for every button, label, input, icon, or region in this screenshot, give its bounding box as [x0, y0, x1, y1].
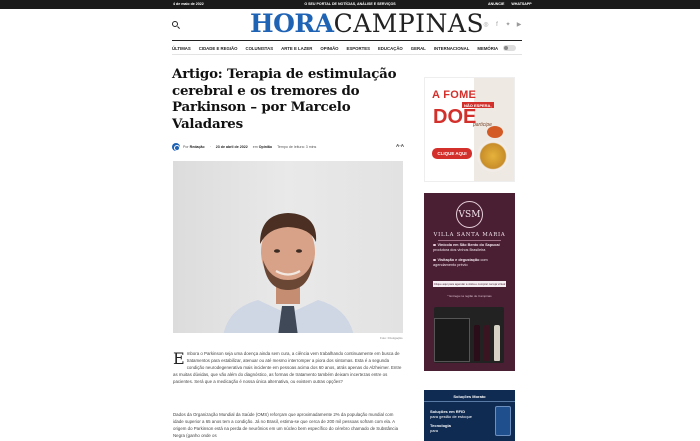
twitter-icon[interactable]: ✦	[505, 22, 511, 28]
article-paragraph-2: Dados da Organização Mundial da Saúde (OMS) reforçam que aproximadamente 2% da população mundial com idade superior a 65 anos tem a condição. Já no Brasil, estima-se que cerca de 200 mil pessoas sofram com ela. A origem do Parkinson está na perda de neurônios em um núcleo bem específico do cérebro chamado de Substância Negra (ganho onde os	[173, 412, 399, 438]
nav-item-memoria[interactable]: MEMÓRIA	[477, 45, 499, 51]
ad-fome-participe: participe	[473, 122, 492, 128]
morato-solution-1-bold: Soluções em RFID	[430, 409, 466, 414]
morato-solution-2-bold: Tecnologia	[430, 423, 451, 428]
nav-item-arte-e-lazer[interactable]: ARTE E LAZER	[281, 45, 313, 51]
villa-feature-2-rest: com agendamento prévio	[433, 258, 488, 267]
nav-item-cidade-e-regiao[interactable]: CIDADE E REGIÃO	[198, 45, 238, 51]
nav-bottom-rule	[172, 54, 522, 55]
wine-bottle-icon	[494, 325, 500, 361]
villa-box	[434, 318, 470, 362]
logo-hora: HORA	[250, 9, 334, 38]
article-paragraph-1	[173, 351, 403, 386]
top-bar	[0, 0, 700, 9]
facebook-icon[interactable]: f	[496, 22, 498, 28]
meta-in: em	[252, 144, 258, 149]
reading-time: Tempo de leitura: 3 mins	[277, 144, 317, 149]
grape-icon	[433, 244, 436, 247]
phone-device-icon	[495, 406, 511, 436]
author-avatar[interactable]	[172, 143, 180, 151]
drop-cap: E	[173, 349, 185, 368]
logo-campinas: CAMPINAS	[333, 9, 485, 38]
villa-feature-1-bold: Vinícola em São Bento do Sapucaí	[437, 243, 500, 247]
instagram-icon[interactable]: ◎	[483, 22, 489, 28]
search-icon[interactable]	[172, 21, 178, 27]
morato-solution-1-rest: para gestão de estoque	[430, 414, 473, 419]
meta-by: Por	[183, 144, 189, 149]
main-nav	[172, 43, 522, 53]
nav-item-opiniao[interactable]: OPINIÃO	[320, 45, 339, 51]
morato-solution-2	[430, 423, 451, 433]
ad-fome-plate	[477, 140, 509, 172]
morato-solution-2-rest: para	[430, 428, 439, 433]
glass-icon	[433, 259, 436, 262]
ad-fome-banner[interactable]	[424, 77, 515, 182]
article-title: Artigo: Terapia de estimulação cerebral e os tremores do Parkinson – por Marcelo Valadares	[172, 66, 397, 132]
whatsapp-link[interactable]: WHATSAPP	[511, 2, 532, 6]
ad-fome-cta-button[interactable]: CLIQUE AQUI	[432, 148, 472, 159]
nav-item-geral[interactable]: GERAL	[410, 45, 426, 51]
youtube-icon[interactable]: ▶	[516, 22, 522, 28]
advertise-link[interactable]: ANUNCIE	[488, 2, 505, 6]
social-links	[483, 22, 522, 28]
portrait-illustration	[218, 196, 358, 333]
ad-fome-headline: A FOME	[432, 89, 477, 101]
villa-delivery-note: * Entrega na região de Campinas	[447, 294, 492, 298]
villa-feature-1	[433, 243, 511, 253]
villa-brand-name: VILLA SANTA MARIA	[433, 232, 506, 238]
author-name[interactable]: Redação	[189, 144, 205, 149]
wine-bottle-icon	[474, 325, 480, 361]
site-logo[interactable]	[250, 11, 484, 37]
nav-item-educacao[interactable]: EDUCAÇÃO	[377, 45, 403, 51]
article-photo	[173, 161, 403, 333]
top-links	[488, 2, 538, 6]
article-meta	[172, 142, 404, 151]
nav-top-rule	[172, 40, 522, 41]
villa-cta-button[interactable]: Clique aqui para agendar a visita e comprar na loja virtual	[433, 282, 506, 286]
photo-credit: Foto: Divulgação	[380, 336, 403, 340]
dark-mode-toggle[interactable]	[503, 45, 516, 51]
publish-date: 23 de abril de 2022	[215, 144, 248, 149]
clock-icon: ·	[209, 144, 211, 149]
morato-solution-1	[430, 409, 472, 419]
wine-bottle-icon	[484, 325, 490, 361]
ad-fome-subhead: NÃO ESPERA,	[464, 102, 492, 108]
villa-feature-2	[433, 258, 511, 268]
villa-monogram-logo: VSM	[456, 201, 483, 228]
article-category[interactable]: Opinião	[258, 144, 273, 149]
nav-item-ultimas[interactable]: ÚLTIMAS	[172, 45, 191, 51]
villa-feature-1-rest: produtora dos vinhos Brasileira	[433, 247, 486, 252]
nav-item-internacional[interactable]: INTERNACIONAL	[433, 45, 470, 51]
villa-divider	[438, 240, 501, 241]
current-date: 4 de maio de 2022	[173, 2, 204, 6]
nav-item-esportes[interactable]: ESPORTES	[346, 45, 370, 51]
ad-fome-doe: DOE	[433, 106, 477, 128]
morato-heading: Soluções Morato	[453, 394, 486, 399]
ad-solucoes-morato[interactable]	[424, 390, 515, 441]
ad-villa-santa-maria[interactable]	[424, 193, 515, 371]
morato-divider	[424, 401, 515, 402]
villa-feature-2-bold: Visitação e degustação	[437, 258, 480, 262]
nav-item-colunistas[interactable]: COLUNISTAS	[245, 45, 274, 51]
paragraph-1-text: mbora o Parkinson seja uma doença ainda sem cura, a ciência vem trabalhando continuamente em busca de tratamentos para estabilizar, atenuar ou até mesmo interromper a piora dos sintomas. Esta é a segunda condição neurodegenerativa mais incidente em pessoas acima dos 60 anos, atrás apenas do Alzheimer. Entre as muitas dúvidas, que vão além do diagnóstico, as formas de tratamento também deixam incertezas entre os pacientes. Será que a medicação é nossa única alternativa, ou existem outras opções?	[173, 351, 402, 384]
site-tagline: O SEU PORTAL DE NOTÍCIAS, ANÁLISE E SERVIÇOS	[304, 2, 396, 6]
font-size-icon[interactable]: A-A	[396, 143, 404, 148]
